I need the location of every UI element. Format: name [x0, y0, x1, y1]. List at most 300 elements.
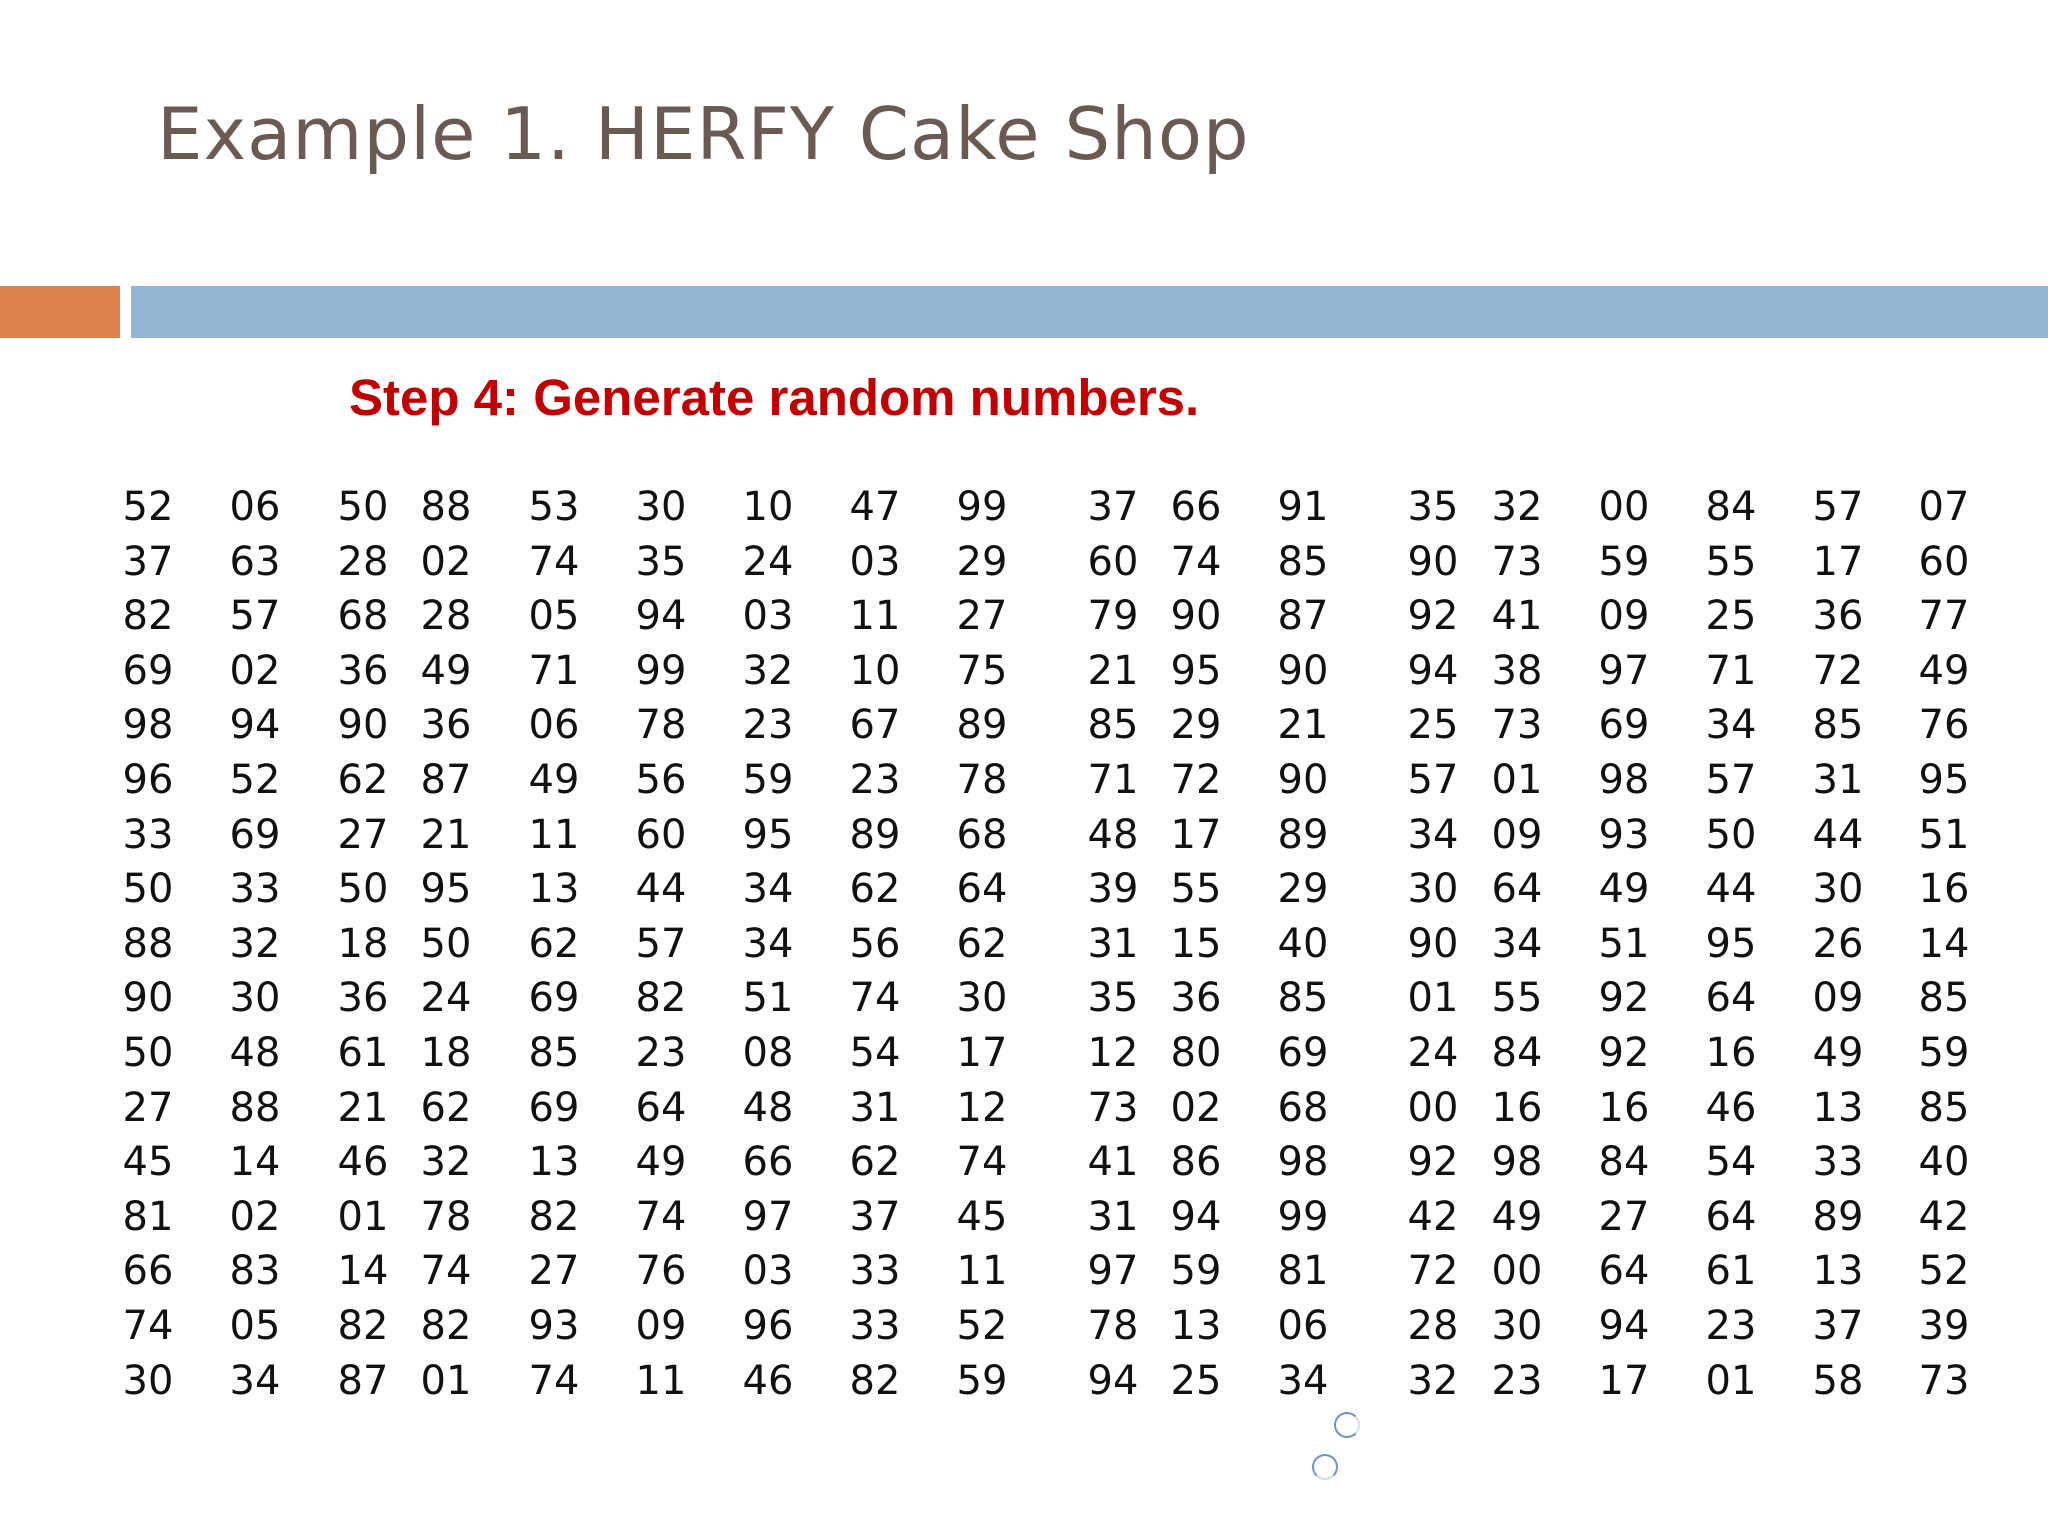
random-number-cell: 27 — [956, 593, 1008, 640]
random-number-cell: 36 — [1170, 975, 1222, 1022]
random-number-cell: 29 — [1277, 866, 1329, 913]
random-number-cell: 90 — [122, 975, 174, 1022]
random-number-cell: 66 — [1170, 484, 1222, 530]
random-number-cell: 92 — [1598, 1030, 1650, 1076]
random-number-cell: 79 — [1087, 593, 1139, 640]
random-number-cell: 05 — [229, 1303, 281, 1349]
random-number-cell: 87 — [1277, 593, 1329, 640]
random-number-cell: 95 — [742, 811, 794, 858]
random-number-cell: 78 — [956, 757, 1008, 803]
random-number-cell: 13 — [528, 1139, 580, 1186]
random-number-cell: 06 — [1277, 1303, 1329, 1349]
random-number-cell: 94 — [635, 593, 687, 640]
random-number-cell: 88 — [420, 484, 472, 530]
random-number-cell: 76 — [635, 1248, 687, 1295]
random-number-cell: 13 — [1812, 1248, 1864, 1295]
random-number-cell: 24 — [1407, 1030, 1459, 1076]
random-number-cell: 46 — [1705, 1084, 1757, 1131]
random-number-cell: 60 — [1087, 538, 1139, 585]
random-number-cell: 40 — [1277, 920, 1329, 967]
random-number-cell: 59 — [742, 757, 794, 803]
random-number-table — [0, 479, 2048, 1469]
random-number-cell: 30 — [122, 1357, 174, 1404]
random-number-cell: 34 — [742, 920, 794, 967]
random-number-cell: 90 — [1407, 538, 1459, 585]
random-number-cell: 29 — [1170, 702, 1222, 749]
random-number-cell: 01 — [1407, 975, 1459, 1022]
random-number-cell: 12 — [1087, 1030, 1139, 1076]
random-number-cell: 50 — [337, 866, 389, 913]
random-number-cell: 03 — [742, 593, 794, 640]
random-number-cell: 51 — [1918, 811, 1970, 858]
random-number-cell: 77 — [1918, 593, 1970, 640]
random-number-cell: 72 — [1407, 1248, 1459, 1295]
random-number-cell: 50 — [122, 866, 174, 913]
random-number-cell: 14 — [229, 1139, 281, 1186]
random-number-cell: 11 — [635, 1357, 687, 1404]
random-number-cell: 63 — [229, 538, 281, 585]
random-number-cell: 59 — [956, 1357, 1008, 1404]
random-number-cell: 23 — [635, 1030, 687, 1076]
random-number-cell: 33 — [122, 811, 174, 858]
random-number-cell: 97 — [1087, 1248, 1139, 1295]
random-number-cell: 61 — [1705, 1248, 1757, 1295]
loading-spinner-icon — [1334, 1412, 1360, 1438]
random-number-cell: 33 — [1812, 1139, 1864, 1186]
random-number-cell: 64 — [635, 1084, 687, 1131]
random-number-cell: 49 — [420, 647, 472, 694]
random-number-cell: 94 — [1407, 647, 1459, 694]
random-number-cell: 06 — [528, 702, 580, 749]
random-number-cell: 13 — [1170, 1303, 1222, 1349]
random-number-cell: 16 — [1705, 1030, 1757, 1076]
random-number-cell: 48 — [742, 1084, 794, 1131]
random-number-cell: 94 — [1087, 1357, 1139, 1404]
random-number-cell: 71 — [1087, 757, 1139, 803]
random-number-cell: 74 — [849, 975, 901, 1022]
random-number-cell: 64 — [1491, 866, 1543, 913]
random-number-cell: 48 — [229, 1030, 281, 1076]
random-number-cell: 91 — [1277, 484, 1329, 530]
random-number-cell: 93 — [528, 1303, 580, 1349]
random-number-cell: 93 — [1598, 811, 1650, 858]
random-number-cell: 36 — [420, 702, 472, 749]
random-number-cell: 46 — [337, 1139, 389, 1186]
random-number-cell: 55 — [1491, 975, 1543, 1022]
random-number-cell: 48 — [1087, 811, 1139, 858]
random-number-cell: 33 — [849, 1248, 901, 1295]
random-number-cell: 85 — [1918, 1084, 1970, 1131]
random-number-cell: 71 — [1705, 647, 1757, 694]
random-number-cell: 64 — [1598, 1248, 1650, 1295]
random-number-cell: 01 — [1491, 757, 1543, 803]
random-number-cell: 69 — [1598, 702, 1650, 749]
random-number-cell: 64 — [1705, 1193, 1757, 1240]
random-number-cell: 74 — [420, 1248, 472, 1295]
random-number-cell: 69 — [122, 647, 174, 694]
random-number-cell: 55 — [1170, 866, 1222, 913]
random-number-cell: 85 — [528, 1030, 580, 1076]
random-number-cell: 69 — [528, 1084, 580, 1131]
loading-spinner-icon — [1312, 1454, 1338, 1480]
random-number-cell: 61 — [337, 1030, 389, 1076]
random-number-cell: 34 — [742, 866, 794, 913]
random-number-cell: 88 — [229, 1084, 281, 1131]
random-number-cell: 50 — [337, 484, 389, 530]
random-number-cell: 98 — [1598, 757, 1650, 803]
random-number-cell: 28 — [420, 593, 472, 640]
random-number-cell: 01 — [420, 1357, 472, 1404]
random-number-cell: 24 — [742, 538, 794, 585]
random-number-cell: 17 — [956, 1030, 1008, 1076]
random-number-cell: 68 — [956, 811, 1008, 858]
random-number-cell: 57 — [1705, 757, 1757, 803]
random-number-cell: 24 — [420, 975, 472, 1022]
random-number-cell: 02 — [420, 538, 472, 585]
random-number-cell: 82 — [122, 593, 174, 640]
random-number-cell: 02 — [1170, 1084, 1222, 1131]
random-number-cell: 14 — [337, 1248, 389, 1295]
random-number-cell: 02 — [229, 647, 281, 694]
random-number-cell: 68 — [337, 593, 389, 640]
random-number-cell: 36 — [337, 647, 389, 694]
random-number-cell: 62 — [849, 866, 901, 913]
random-number-cell: 13 — [1812, 1084, 1864, 1131]
random-number-cell: 64 — [1705, 975, 1757, 1022]
random-number-cell: 56 — [849, 920, 901, 967]
random-number-cell: 74 — [528, 1357, 580, 1404]
random-number-cell: 36 — [1812, 593, 1864, 640]
random-number-cell: 54 — [849, 1030, 901, 1076]
random-number-cell: 95 — [1918, 757, 1970, 803]
random-number-cell: 13 — [528, 866, 580, 913]
random-number-cell: 57 — [1812, 484, 1864, 530]
random-number-cell: 69 — [1277, 1030, 1329, 1076]
random-number-cell: 74 — [1170, 538, 1222, 585]
random-number-cell: 02 — [229, 1193, 281, 1240]
random-number-cell: 52 — [956, 1303, 1008, 1349]
random-number-cell: 89 — [1277, 811, 1329, 858]
random-number-cell: 03 — [849, 538, 901, 585]
random-number-cell: 90 — [1170, 593, 1222, 640]
random-number-cell: 32 — [1407, 1357, 1459, 1404]
random-number-cell: 00 — [1407, 1084, 1459, 1131]
random-number-cell: 96 — [742, 1303, 794, 1349]
random-number-cell: 30 — [1407, 866, 1459, 913]
random-number-cell: 17 — [1170, 811, 1222, 858]
random-number-cell: 50 — [420, 920, 472, 967]
random-number-cell: 90 — [1407, 920, 1459, 967]
step-heading: Step 4: Generate random numbers. — [349, 369, 1200, 426]
random-number-cell: 67 — [849, 702, 901, 749]
random-number-cell: 75 — [956, 647, 1008, 694]
random-number-cell: 62 — [420, 1084, 472, 1131]
random-number-cell: 87 — [337, 1357, 389, 1404]
random-number-cell: 97 — [742, 1193, 794, 1240]
random-number-cell: 37 — [1087, 484, 1139, 530]
random-number-cell: 34 — [1407, 811, 1459, 858]
random-number-cell: 30 — [1491, 1303, 1543, 1349]
random-number-cell: 35 — [1087, 975, 1139, 1022]
random-number-cell: 05 — [528, 593, 580, 640]
random-number-cell: 34 — [1491, 920, 1543, 967]
random-number-cell: 45 — [956, 1193, 1008, 1240]
random-number-cell: 33 — [849, 1303, 901, 1349]
random-number-cell: 52 — [122, 484, 174, 530]
random-number-cell: 34 — [229, 1357, 281, 1404]
random-number-cell: 39 — [1087, 866, 1139, 913]
random-number-cell: 44 — [1812, 811, 1864, 858]
random-number-cell: 15 — [1170, 920, 1222, 967]
random-number-cell: 51 — [1598, 920, 1650, 967]
random-number-cell: 85 — [1812, 702, 1864, 749]
random-number-cell: 00 — [1491, 1248, 1543, 1295]
random-number-cell: 18 — [337, 920, 389, 967]
random-number-cell: 09 — [635, 1303, 687, 1349]
random-number-cell: 82 — [420, 1303, 472, 1349]
random-number-cell: 49 — [1918, 647, 1970, 694]
random-number-cell: 73 — [1918, 1357, 1970, 1404]
random-number-cell: 44 — [635, 866, 687, 913]
random-number-cell: 60 — [635, 811, 687, 858]
random-number-cell: 30 — [1812, 866, 1864, 913]
random-number-cell: 92 — [1407, 1139, 1459, 1186]
random-number-cell: 31 — [1087, 1193, 1139, 1240]
random-number-cell: 84 — [1705, 484, 1757, 530]
random-number-cell: 56 — [635, 757, 687, 803]
random-number-cell: 32 — [420, 1139, 472, 1186]
random-number-cell: 23 — [1705, 1303, 1757, 1349]
random-number-cell: 37 — [849, 1193, 901, 1240]
random-number-cell: 26 — [1812, 920, 1864, 967]
random-number-cell: 45 — [122, 1139, 174, 1186]
slide-title: Example 1. HERFY Cake Shop — [157, 92, 1250, 176]
random-number-cell: 89 — [849, 811, 901, 858]
random-number-cell: 11 — [849, 593, 901, 640]
random-number-cell: 28 — [1407, 1303, 1459, 1349]
random-number-cell: 89 — [956, 702, 1008, 749]
random-number-cell: 09 — [1598, 593, 1650, 640]
random-number-cell: 53 — [528, 484, 580, 530]
random-number-cell: 98 — [122, 702, 174, 749]
random-number-cell: 30 — [956, 975, 1008, 1022]
random-number-cell: 73 — [1491, 538, 1543, 585]
random-number-cell: 01 — [337, 1193, 389, 1240]
random-number-cell: 87 — [420, 757, 472, 803]
random-number-cell: 16 — [1491, 1084, 1543, 1131]
random-number-cell: 80 — [1170, 1030, 1222, 1076]
random-number-cell: 37 — [122, 538, 174, 585]
random-number-cell: 68 — [1277, 1084, 1329, 1131]
random-number-cell: 94 — [1170, 1193, 1222, 1240]
random-number-cell: 03 — [742, 1248, 794, 1295]
random-number-cell: 82 — [849, 1357, 901, 1404]
random-number-cell: 72 — [1170, 757, 1222, 803]
random-number-cell: 46 — [742, 1357, 794, 1404]
random-number-cell: 17 — [1598, 1357, 1650, 1404]
random-number-cell: 71 — [528, 647, 580, 694]
random-number-cell: 27 — [1598, 1193, 1650, 1240]
random-number-cell: 82 — [528, 1193, 580, 1240]
random-number-cell: 49 — [1812, 1030, 1864, 1076]
random-number-cell: 90 — [337, 702, 389, 749]
random-number-cell: 82 — [337, 1303, 389, 1349]
random-number-cell: 62 — [337, 757, 389, 803]
random-number-cell: 49 — [635, 1139, 687, 1186]
random-number-cell: 59 — [1598, 538, 1650, 585]
random-number-cell: 31 — [1087, 920, 1139, 967]
random-number-cell: 90 — [1277, 647, 1329, 694]
random-number-cell: 62 — [528, 920, 580, 967]
random-number-cell: 41 — [1491, 593, 1543, 640]
random-number-cell: 21 — [420, 811, 472, 858]
random-number-cell: 99 — [956, 484, 1008, 530]
random-number-cell: 92 — [1598, 975, 1650, 1022]
random-number-cell: 49 — [1491, 1193, 1543, 1240]
random-number-cell: 84 — [1491, 1030, 1543, 1076]
random-number-cell: 16 — [1918, 866, 1970, 913]
random-number-cell: 85 — [1087, 702, 1139, 749]
random-number-cell: 31 — [1812, 757, 1864, 803]
random-number-cell: 27 — [528, 1248, 580, 1295]
random-number-cell: 94 — [229, 702, 281, 749]
random-number-cell: 37 — [1812, 1303, 1864, 1349]
random-number-cell: 94 — [1598, 1303, 1650, 1349]
random-number-cell: 25 — [1170, 1357, 1222, 1404]
random-number-cell: 95 — [1705, 920, 1757, 967]
random-number-cell: 86 — [1170, 1139, 1222, 1186]
random-number-cell: 44 — [1705, 866, 1757, 913]
random-number-cell: 25 — [1407, 702, 1459, 749]
random-number-cell: 90 — [1277, 757, 1329, 803]
random-number-cell: 40 — [1918, 1139, 1970, 1186]
random-number-cell: 21 — [1087, 647, 1139, 694]
random-number-cell: 27 — [337, 811, 389, 858]
random-number-cell: 28 — [337, 538, 389, 585]
random-number-cell: 23 — [742, 702, 794, 749]
random-number-cell: 18 — [420, 1030, 472, 1076]
random-number-cell: 89 — [1812, 1193, 1864, 1240]
random-number-cell: 01 — [1705, 1357, 1757, 1404]
random-number-cell: 12 — [956, 1084, 1008, 1131]
random-number-cell: 57 — [229, 593, 281, 640]
random-number-cell: 31 — [849, 1084, 901, 1131]
random-number-cell: 47 — [849, 484, 901, 530]
random-number-cell: 81 — [122, 1193, 174, 1240]
random-number-cell: 09 — [1491, 811, 1543, 858]
random-number-cell: 35 — [635, 538, 687, 585]
random-number-cell: 99 — [1277, 1193, 1329, 1240]
random-number-cell: 60 — [1918, 538, 1970, 585]
random-number-cell: 78 — [635, 702, 687, 749]
random-number-cell: 59 — [1170, 1248, 1222, 1295]
random-number-cell: 62 — [956, 920, 1008, 967]
random-number-cell: 78 — [420, 1193, 472, 1240]
random-number-cell: 54 — [1705, 1139, 1757, 1186]
random-number-cell: 64 — [956, 866, 1008, 913]
random-number-cell: 36 — [337, 975, 389, 1022]
random-number-cell: 10 — [849, 647, 901, 694]
random-number-cell: 38 — [1491, 647, 1543, 694]
random-number-cell: 29 — [956, 538, 1008, 585]
random-number-cell: 51 — [742, 975, 794, 1022]
random-number-cell: 82 — [635, 975, 687, 1022]
random-number-cell: 73 — [1087, 1084, 1139, 1131]
random-number-cell: 32 — [1491, 484, 1543, 530]
random-number-cell: 69 — [229, 811, 281, 858]
random-number-cell: 95 — [1170, 647, 1222, 694]
random-number-cell: 50 — [122, 1030, 174, 1076]
random-number-cell: 27 — [122, 1084, 174, 1131]
random-number-cell: 62 — [849, 1139, 901, 1186]
random-number-cell: 69 — [528, 975, 580, 1022]
random-number-cell: 99 — [635, 647, 687, 694]
random-number-cell: 41 — [1087, 1139, 1139, 1186]
random-number-cell: 52 — [1918, 1248, 1970, 1295]
random-number-cell: 32 — [742, 647, 794, 694]
random-number-cell: 16 — [1598, 1084, 1650, 1131]
random-number-cell: 98 — [1491, 1139, 1543, 1186]
random-number-cell: 97 — [1598, 647, 1650, 694]
random-number-cell: 88 — [122, 920, 174, 967]
random-number-cell: 81 — [1277, 1248, 1329, 1295]
random-number-cell: 09 — [1812, 975, 1864, 1022]
random-number-cell: 74 — [122, 1303, 174, 1349]
random-number-cell: 17 — [1812, 538, 1864, 585]
random-number-cell: 52 — [229, 757, 281, 803]
random-number-cell: 14 — [1918, 920, 1970, 967]
random-number-cell: 49 — [528, 757, 580, 803]
random-number-cell: 74 — [635, 1193, 687, 1240]
random-number-cell: 76 — [1918, 702, 1970, 749]
random-number-cell: 25 — [1705, 593, 1757, 640]
random-number-cell: 83 — [229, 1248, 281, 1295]
random-number-cell: 32 — [229, 920, 281, 967]
random-number-cell: 35 — [1407, 484, 1459, 530]
random-number-cell: 06 — [229, 484, 281, 530]
blue-accent-bar — [131, 286, 2048, 338]
random-number-cell: 21 — [337, 1084, 389, 1131]
random-number-cell: 73 — [1491, 702, 1543, 749]
random-number-cell: 11 — [956, 1248, 1008, 1295]
random-number-cell: 34 — [1705, 702, 1757, 749]
random-number-cell: 85 — [1918, 975, 1970, 1022]
random-number-cell: 74 — [528, 538, 580, 585]
random-number-cell: 21 — [1277, 702, 1329, 749]
random-number-cell: 07 — [1918, 484, 1970, 530]
random-number-cell: 72 — [1812, 647, 1864, 694]
random-number-cell: 30 — [229, 975, 281, 1022]
random-number-cell: 84 — [1598, 1139, 1650, 1186]
random-number-cell: 39 — [1918, 1303, 1970, 1349]
random-number-cell: 10 — [742, 484, 794, 530]
random-number-cell: 98 — [1277, 1139, 1329, 1186]
random-number-cell: 34 — [1277, 1357, 1329, 1404]
random-number-cell: 49 — [1598, 866, 1650, 913]
random-number-cell: 11 — [528, 811, 580, 858]
random-number-cell: 74 — [956, 1139, 1008, 1186]
random-number-cell: 59 — [1918, 1030, 1970, 1076]
random-number-cell: 55 — [1705, 538, 1757, 585]
orange-accent-bar — [0, 286, 120, 338]
random-number-cell: 33 — [229, 866, 281, 913]
random-number-cell: 95 — [420, 866, 472, 913]
random-number-cell: 30 — [635, 484, 687, 530]
random-number-cell: 50 — [1705, 811, 1757, 858]
random-number-cell: 08 — [742, 1030, 794, 1076]
random-number-cell: 85 — [1277, 975, 1329, 1022]
random-number-cell: 85 — [1277, 538, 1329, 585]
